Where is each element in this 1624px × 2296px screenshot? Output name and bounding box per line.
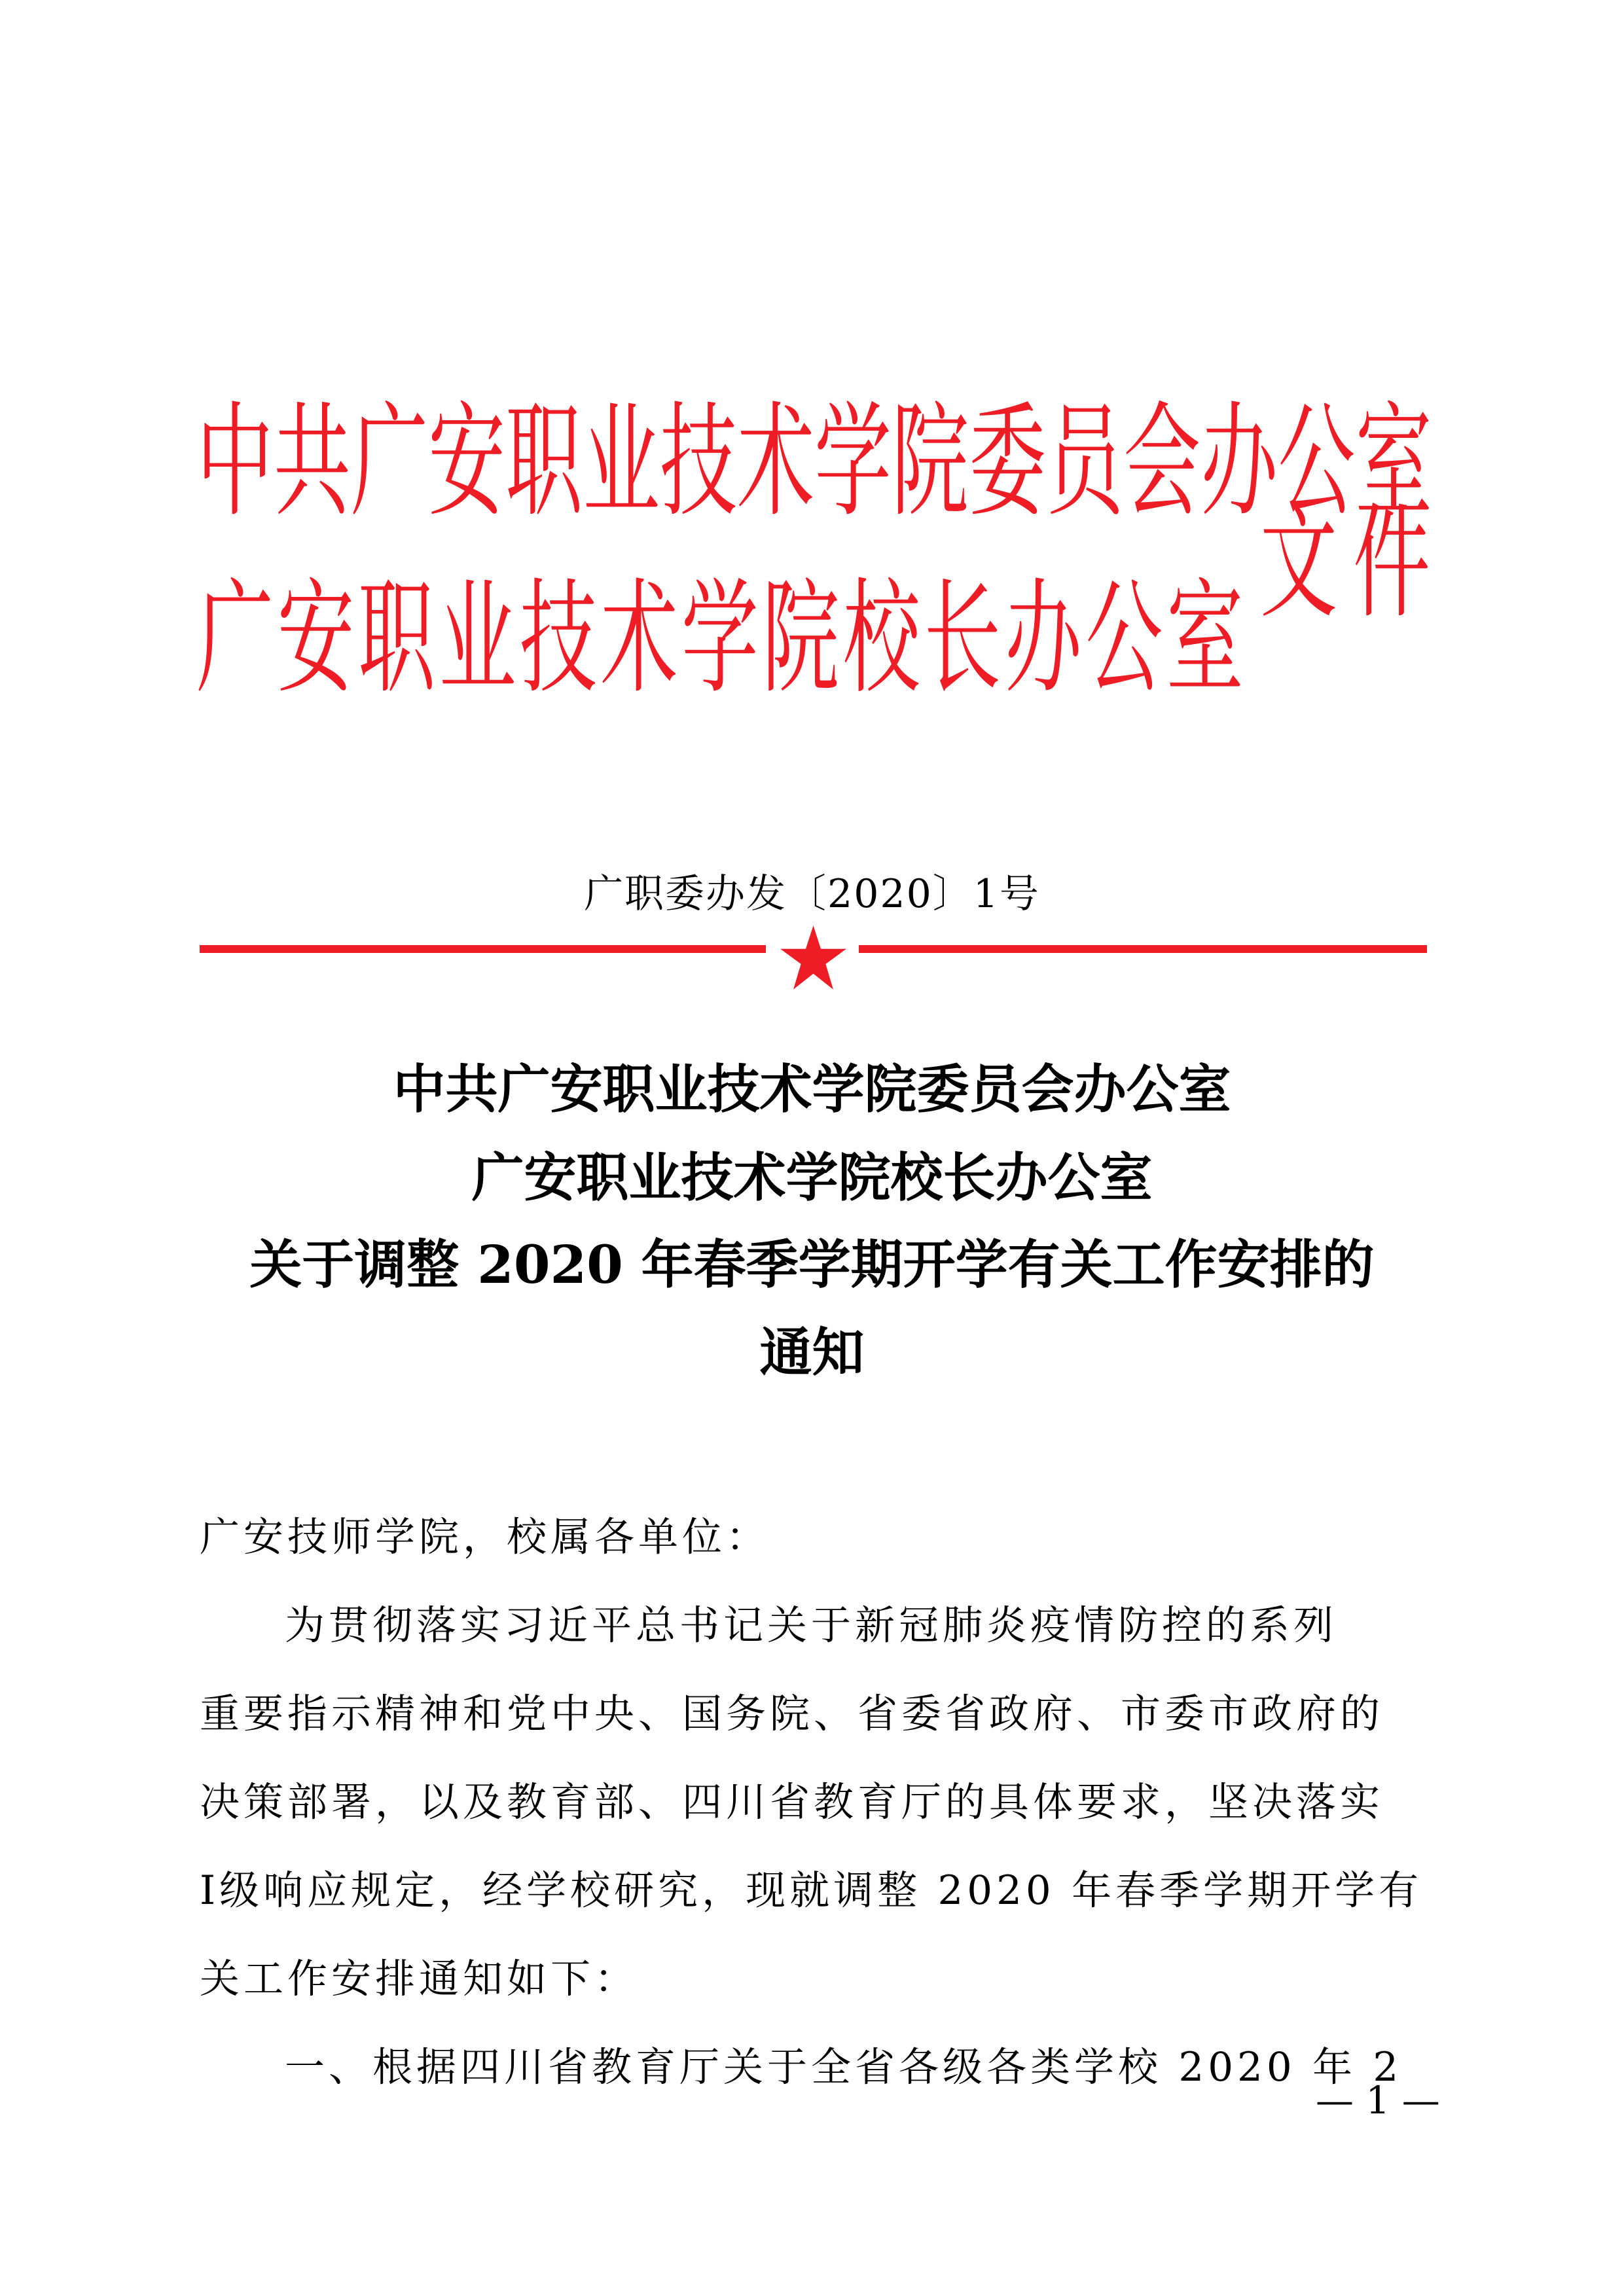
- title-line-4: 通知: [759, 1321, 865, 1383]
- header-char: 公: [1278, 389, 1356, 534]
- header-char: 中: [196, 389, 274, 534]
- header-char: 技: [660, 389, 738, 534]
- header-char: 校: [842, 565, 920, 711]
- title-line-3: 关于调整 2020 年春季学期开学有关工作安排的: [249, 1234, 1375, 1295]
- body-paragraph-line: 重要指示精神和党中央、国务院、省委省政府、市委市政府的: [200, 1691, 1384, 1737]
- header-char: 员: [1046, 389, 1124, 534]
- header-char: 业: [439, 565, 516, 711]
- header-char: 广: [351, 389, 429, 534]
- header-char: 文: [1260, 490, 1338, 636]
- document-number: 广职委办发〔2020〕1号: [584, 871, 1040, 917]
- header-char: 术: [600, 565, 678, 711]
- header-char: 学: [814, 389, 892, 534]
- header-document-label: [1260, 488, 1430, 638]
- salutation: 广安技师学院，校属各单位：: [200, 1514, 770, 1560]
- header-char: 安: [428, 389, 506, 534]
- header-char: 院: [892, 389, 969, 534]
- header-line-president-office: [196, 565, 1244, 711]
- body-paragraph-line: 一、根据四川省教育厅关于全省各级各类学校 2020 年 2: [285, 2044, 1403, 2090]
- divider-right: [859, 945, 1427, 953]
- body-paragraph-line: 关工作安排通知如下：: [200, 1956, 639, 2002]
- body-paragraph-line: Ⅰ级响应规定，经学校研究，现就调整 2020 年春季学期开学有: [200, 1867, 1423, 1914]
- header-char: 长: [924, 565, 1001, 711]
- star-icon: [779, 924, 848, 993]
- header-char: 安: [277, 565, 355, 711]
- title-line-2: 广安职业技术学院校长办公室: [471, 1147, 1153, 1208]
- header-char: 职: [357, 565, 435, 711]
- header-char: 技: [519, 565, 597, 711]
- header-char: 室: [1166, 565, 1244, 711]
- header-char: 办: [1200, 389, 1278, 534]
- header-line-party-office: [196, 389, 1433, 534]
- header-char: 共: [274, 389, 352, 534]
- header-char: 学: [681, 565, 759, 711]
- title-line-1: 中共广安职业技术学院委员会办公室: [393, 1058, 1231, 1120]
- header-char: 公: [1085, 565, 1163, 711]
- body-paragraph-line: 决策部署，以及教育部、四川省教育厅的具体要求，坚决落实: [200, 1779, 1384, 1825]
- header-char: 职: [505, 389, 583, 534]
- header-char: 会: [1123, 389, 1201, 534]
- header-char: 业: [583, 389, 660, 534]
- header-char: 件: [1352, 490, 1430, 636]
- divider-left: [200, 945, 766, 953]
- header-char: 委: [969, 389, 1047, 534]
- header-char: 室: [1355, 389, 1433, 534]
- header-char: 院: [762, 565, 840, 711]
- page-number: — 1 —: [1316, 2078, 1440, 2123]
- header-char: 术: [737, 389, 815, 534]
- header-char: 办: [1004, 565, 1082, 711]
- body-paragraph-line: 为贯彻落实习近平总书记关于新冠肺炎疫情防控的系列: [285, 1602, 1338, 1649]
- header-char: 广: [196, 565, 274, 711]
